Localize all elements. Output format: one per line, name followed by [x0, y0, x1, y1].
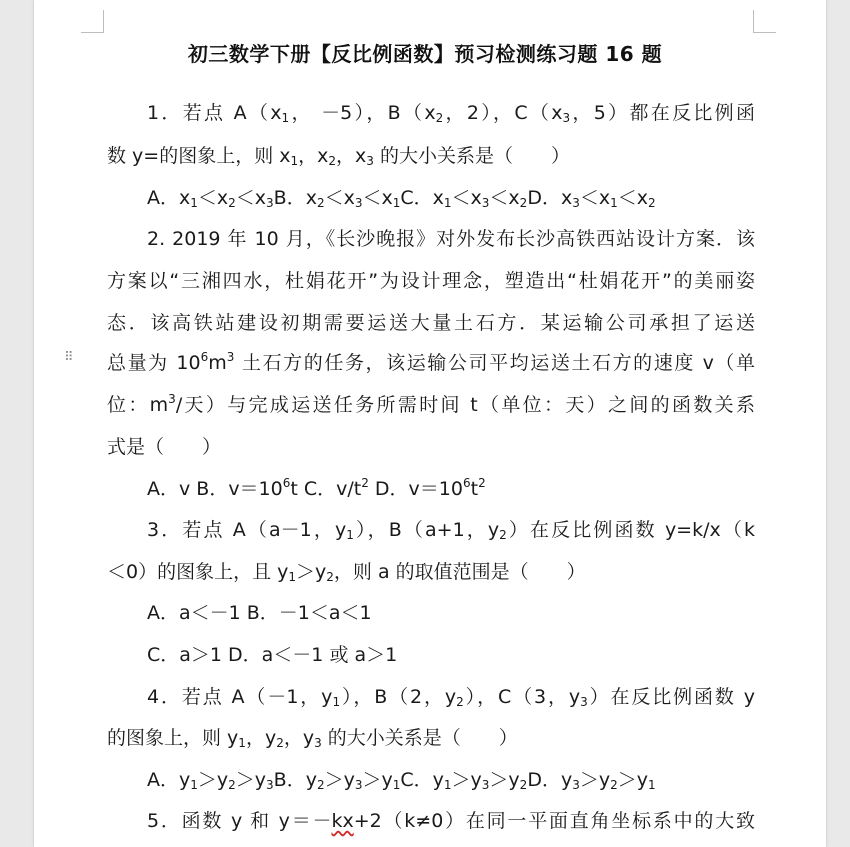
spellcheck-squiggle: kx: [331, 810, 354, 832]
question-1-line-2: 数 y=的图象上，则 $x_1$，$x_2$，$x_3$ 的大小关系是（ ）: [107, 145, 570, 168]
question-5-line-1: 5．函数 y 和 y＝－kx+2（k≠0）在同一平面直角坐标系中的大致: [147, 810, 755, 832]
question-2-line-5: 位：$m^3/$天）与完成运送任务所需时间 t（单位：天）之间的函数关系: [107, 392, 755, 416]
margin-corner-top-right: [753, 10, 776, 33]
question-2-line-2: 方案以“三湘四水，杜娟花开”为设计理念，塑造出“杜娟花开”的美丽姿: [107, 270, 755, 292]
question-1-line-1: 1．若点 $A(x_1$， －5），$B(x_2$，2），$C(x_3$，5）都在反比例函: [147, 102, 755, 125]
margin-corner-top-left: [81, 10, 104, 33]
question-2-line-1: 2. 2019 年 10 月，《长沙晚报》对外发布长沙高铁西站设计方案．该: [147, 228, 755, 250]
question-2-line-3: 态．该高铁站建设初期需要运送大量土石方．某运输公司承担了运送: [107, 312, 755, 334]
question-2-line-4: 总量为 $10^6m^3$ 土石方的任务，该运输公司平均运送土石方的速度 v（单: [107, 350, 756, 374]
question-4-options: A．$y_1>y_2>y_3B$．$y_2>y_3>y_1C$．$y_1>y_3>y_2D$．$y_3>y_2>y_1$: [147, 769, 656, 792]
question-3-options-2: C．a＞1 D．a＜－1 或 a＞1: [147, 644, 398, 666]
document-page: [34, 0, 826, 847]
question-4-line-2: 的图象上，则 $y_1$，$y_2$，$y_3$ 的大小关系是（ ）: [107, 727, 518, 750]
question-3-line-1: 3．若点 A（a－1，$y_1$），B（a+1，$y_2$）在反比例函数 y=k/x（k: [147, 519, 756, 542]
question-3-options-1: A．a＜－1 B．－1＜a＜1: [147, 602, 372, 624]
question-2-options: A．v B．$v=10^6t$ C．$v/t^2$ D．$v=10^6t^2$: [147, 476, 486, 500]
question-1-options: A．$x_1<x_2<x_3B$．$x_2<x_3<x_1C$．$x_1<x_3<x_2D$．$x_3<x_1<x_2$: [147, 187, 656, 210]
question-3-line-2: ＜0）的图象上，且 $y_1>y_2$，则 a 的取值范围是（ ）: [107, 561, 586, 584]
document-title: 初三数学下册【反比例函数】预习检测练习题 16 题: [187, 42, 663, 66]
drag-handle-icon[interactable]: ⠿: [64, 350, 74, 365]
question-2-line-6: 式是（ ）: [107, 436, 222, 458]
question-4-line-1: 4．若点 A（－1，$y_1$），B（2，$y_2$），C（3，$y_3$）在反比例函数 y: [147, 686, 755, 709]
